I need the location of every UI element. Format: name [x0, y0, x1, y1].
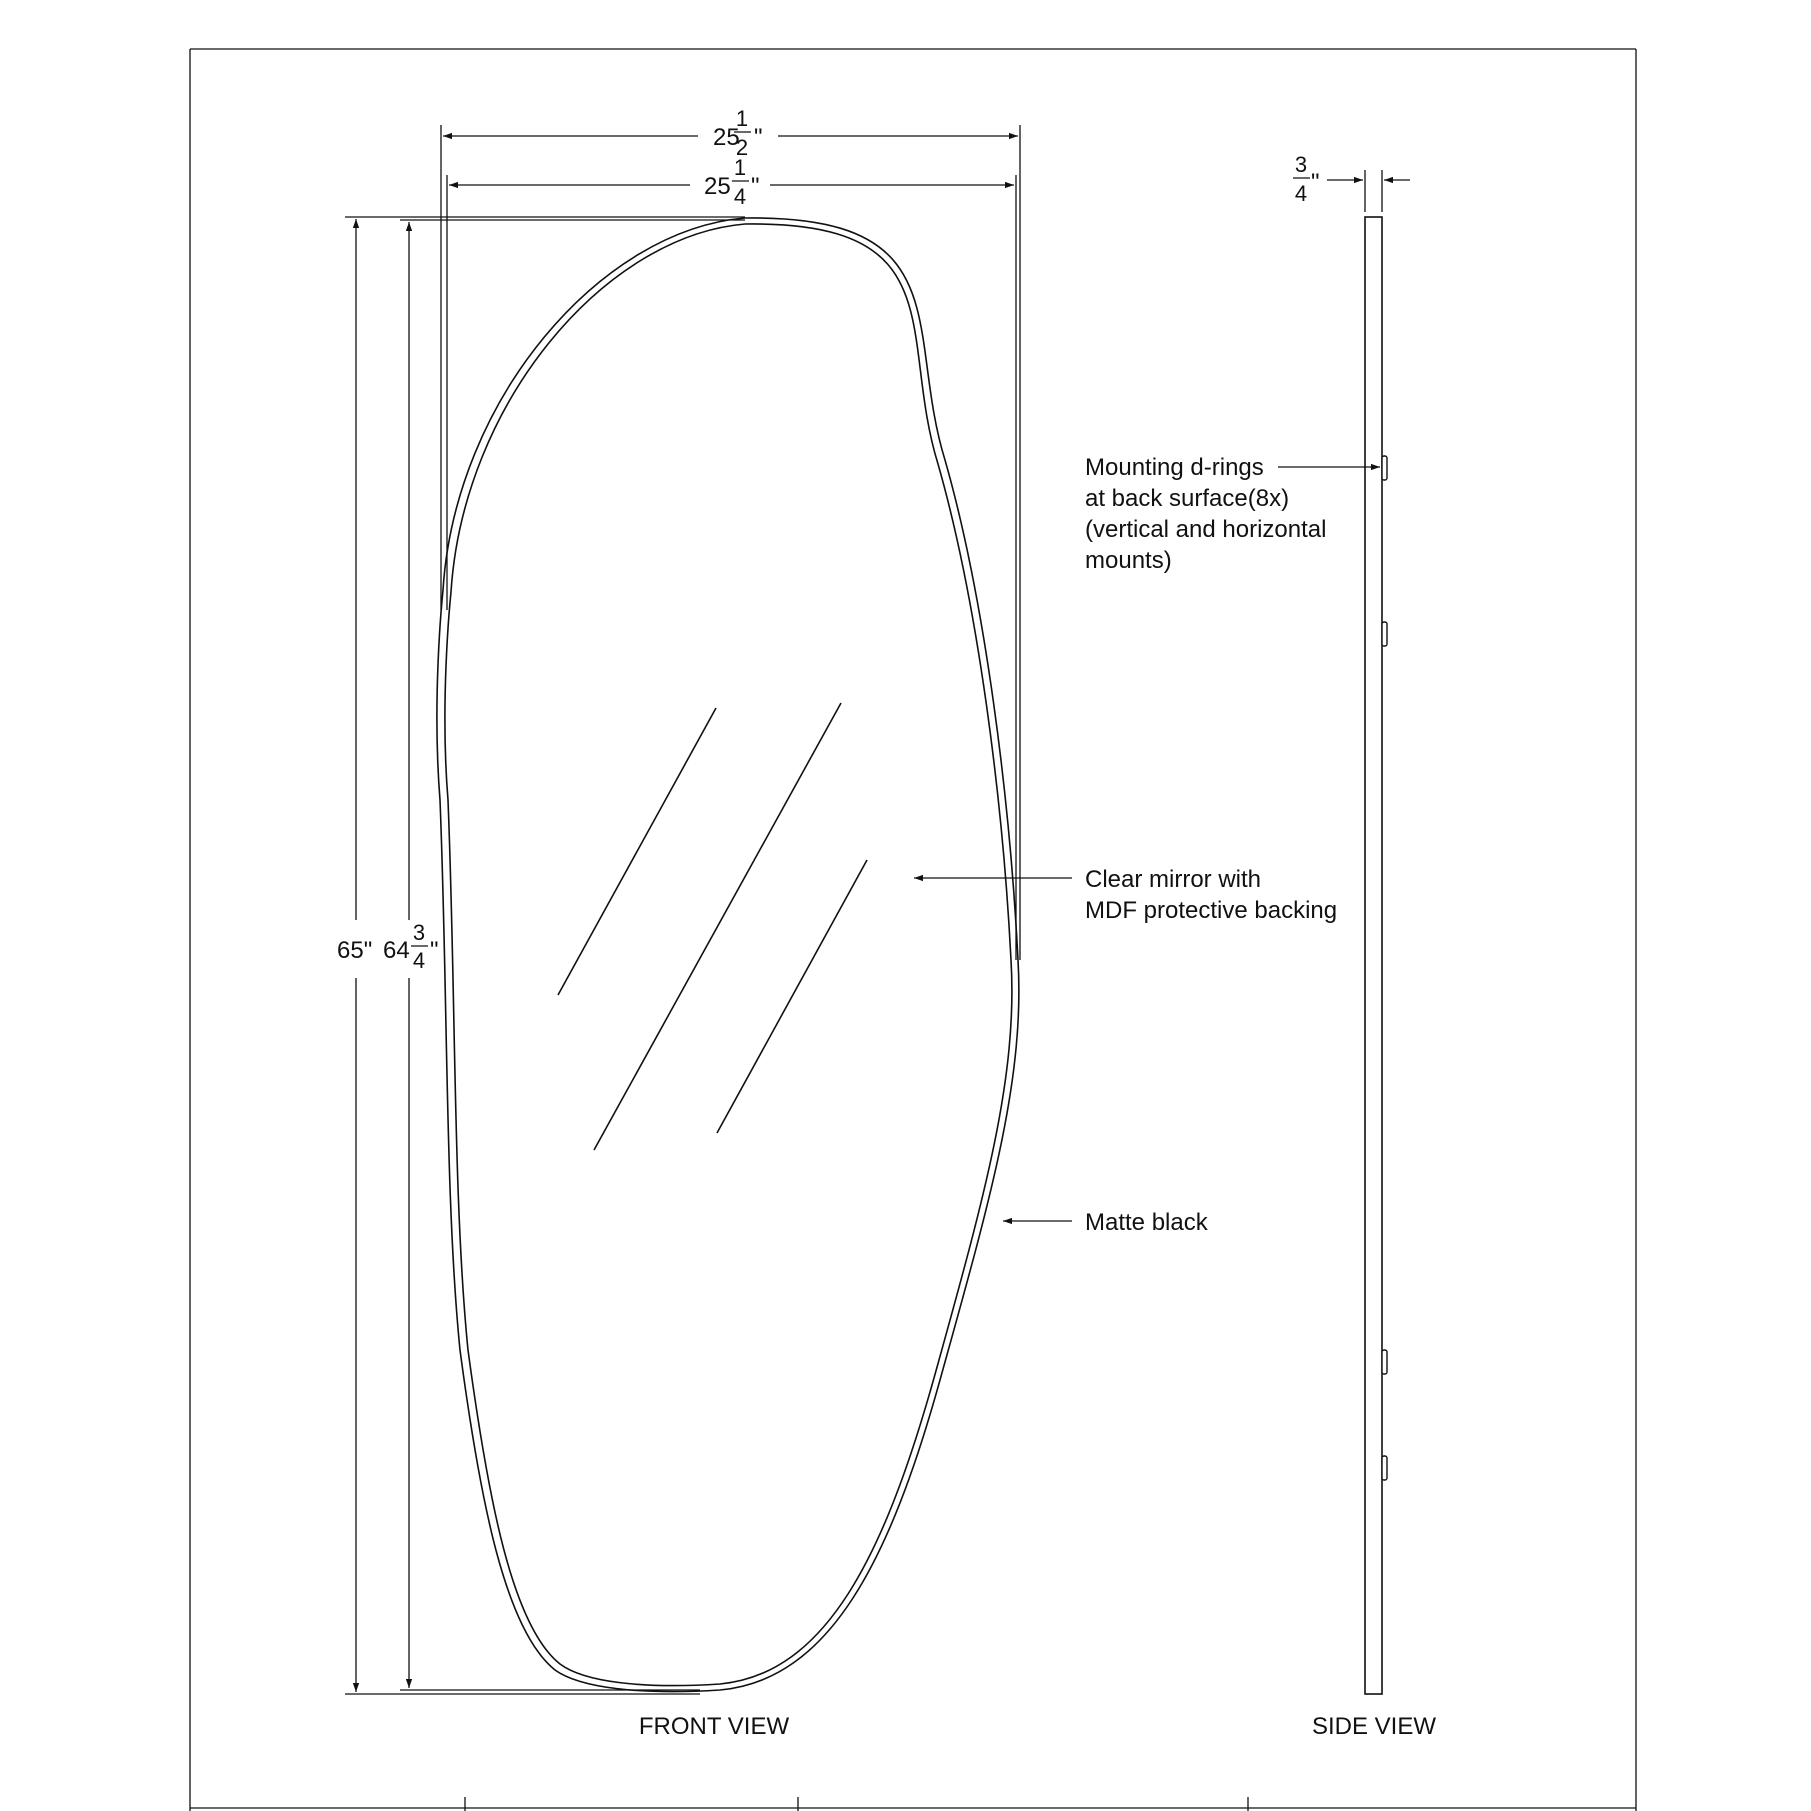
callout-leaders — [914, 467, 1380, 1221]
inner-height-denominator: 4 — [412, 948, 426, 973]
mirror-callout-line-1: Clear mirror with — [1085, 866, 1262, 893]
side-view-panel — [1327, 170, 1410, 1694]
inner-height-numerator: 3 — [412, 920, 426, 945]
inner-width-label — [704, 155, 760, 209]
front-view-title: FRONT VIEW — [638, 1713, 790, 1740]
mounting-callout — [1085, 454, 1326, 574]
depth-numerator: 3 — [1294, 152, 1308, 177]
outer-width-label — [713, 106, 763, 160]
width-dimension-inner — [447, 175, 1016, 960]
inner-height-label — [383, 920, 439, 973]
side-view-title: SIDE VIEW — [1311, 1713, 1437, 1740]
outer-width-unit: " — [754, 124, 763, 151]
reflection-lines — [558, 703, 867, 1150]
mirror-callout-line-2: MDF protective backing — [1085, 897, 1338, 924]
inner-width-unit: " — [751, 173, 760, 200]
outer-height-label: 65" — [337, 937, 373, 964]
outer-width-denominator: 2 — [735, 135, 749, 160]
mounting-callout-line-1: Mounting d-rings — [1085, 454, 1264, 481]
outer-width-numerator: 1 — [735, 106, 749, 131]
mounting-callout-line-3: (vertical and horizontal — [1085, 516, 1327, 543]
depth-label — [1293, 152, 1320, 206]
inner-width-numerator: 1 — [733, 155, 747, 180]
inner-height-unit: " — [430, 937, 439, 964]
outer-width-whole: 25 — [713, 124, 740, 151]
finish-callout: Matte black — [1085, 1209, 1208, 1236]
mirror-callout — [1085, 866, 1337, 924]
width-dimension-outer — [441, 125, 1020, 960]
mounting-callout-line-2: at back surface(8x) — [1085, 485, 1290, 512]
sheet-border — [190, 49, 1636, 1811]
mirror-outline — [437, 218, 1019, 1692]
inner-width-denominator: 4 — [733, 184, 747, 209]
inner-height-whole: 64 — [383, 937, 410, 964]
depth-unit: " — [1311, 169, 1320, 196]
depth-denominator: 4 — [1294, 181, 1308, 206]
inner-width-whole: 25 — [704, 173, 731, 200]
mounting-callout-line-4: mounts) — [1085, 547, 1172, 574]
